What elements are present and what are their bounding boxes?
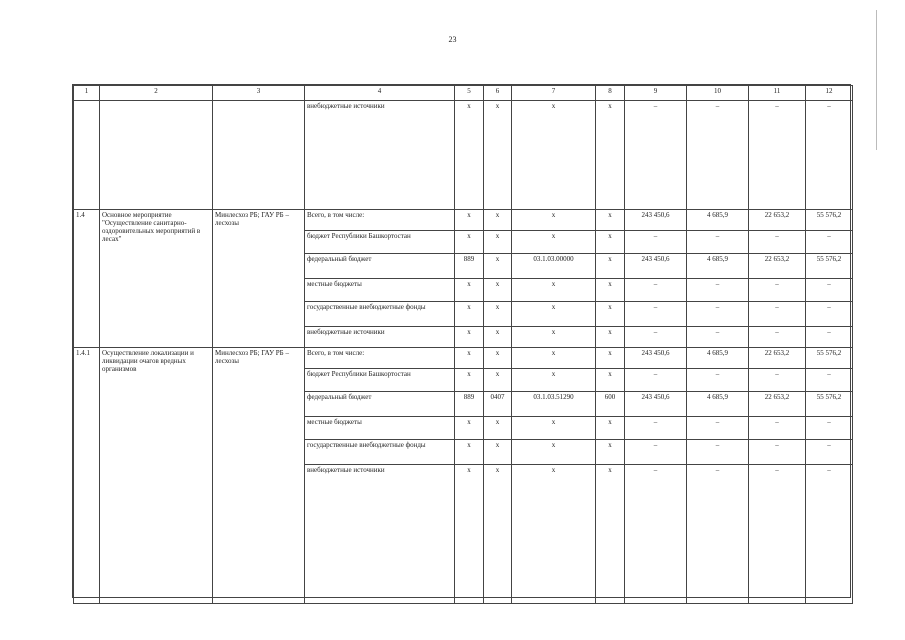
funding-source-cell: местные бюджеты (305, 417, 455, 440)
column-number-row (74, 86, 853, 101)
value-cell: – (749, 440, 806, 465)
value-cell: 03.1.03.51290 (512, 392, 596, 417)
value-cell: х (512, 327, 596, 348)
value-cell: х (596, 440, 625, 465)
value-cell: х (455, 417, 484, 440)
value-cell: х (484, 417, 512, 440)
column-number: 6 (484, 86, 512, 101)
value-cell: – (687, 279, 749, 302)
value-cell: х (596, 302, 625, 327)
value-cell: – (806, 440, 853, 465)
section-executor: Минлесхоз РБ; ГАУ РБ – лесхозы (213, 348, 305, 604)
value-cell: – (687, 417, 749, 440)
value-cell: х (596, 279, 625, 302)
program-table (73, 85, 853, 604)
value-cell: 4 685,9 (687, 254, 749, 279)
value-cell: 600 (596, 392, 625, 417)
executor-cell (213, 101, 305, 210)
value-cell: – (687, 231, 749, 254)
funding-source-cell: внебюджетные источники (305, 101, 455, 210)
value-cell: х (512, 369, 596, 392)
value-cell: – (806, 279, 853, 302)
value-cell: 243 450,6 (625, 392, 687, 417)
value-cell: х (484, 210, 512, 231)
value-cell: х (484, 302, 512, 327)
value-cell: х (596, 369, 625, 392)
value-cell: х (455, 210, 484, 231)
value-cell: х (455, 302, 484, 327)
value-cell: – (625, 101, 687, 210)
value-cell: 243 450,6 (625, 254, 687, 279)
value-cell: – (749, 231, 806, 254)
value-cell: 889 (455, 392, 484, 417)
value-cell: – (806, 302, 853, 327)
funding-source-cell: государственные внебюджетные фонды (305, 302, 455, 327)
value-cell: х (596, 327, 625, 348)
value-cell: 889 (455, 254, 484, 279)
value-cell: х (455, 369, 484, 392)
funding-source-cell: государственные внебюджетные фонды (305, 440, 455, 465)
value-cell: х (512, 302, 596, 327)
value-cell: 0407 (484, 392, 512, 417)
value-cell: х (484, 369, 512, 392)
value-cell: х (484, 348, 512, 369)
funding-source-cell: местные бюджеты (305, 279, 455, 302)
value-cell: – (625, 302, 687, 327)
value-cell: – (806, 327, 853, 348)
margin-rule (876, 10, 877, 150)
value-cell: – (749, 101, 806, 210)
funding-source-cell: Всего, в том числе: (305, 348, 455, 369)
column-number: 1 (74, 86, 100, 101)
funding-source-cell: Всего, в том числе: (305, 210, 455, 231)
value-cell: – (749, 369, 806, 392)
column-number: 9 (625, 86, 687, 101)
value-cell: х (512, 231, 596, 254)
value-cell: – (749, 465, 806, 604)
value-cell: – (687, 465, 749, 604)
funding-source-cell: федеральный бюджет (305, 392, 455, 417)
table-row (74, 210, 853, 231)
value-cell: 55 576,2 (806, 210, 853, 231)
value-cell: 03.1.03.00000 (512, 254, 596, 279)
value-cell: 55 576,2 (806, 254, 853, 279)
value-cell: х (455, 327, 484, 348)
value-cell: – (625, 369, 687, 392)
table-row (74, 101, 853, 210)
value-cell: х (512, 440, 596, 465)
column-number: 10 (687, 86, 749, 101)
value-cell: х (596, 101, 625, 210)
value-cell: х (455, 279, 484, 302)
value-cell: – (806, 417, 853, 440)
funding-source-cell: бюджет Республики Башкортостан (305, 231, 455, 254)
value-cell: – (625, 327, 687, 348)
value-cell: х (484, 279, 512, 302)
value-cell: х (596, 210, 625, 231)
value-cell: 55 576,2 (806, 392, 853, 417)
value-cell: х (484, 254, 512, 279)
value-cell: х (455, 231, 484, 254)
value-cell: – (806, 465, 853, 604)
value-cell: х (512, 279, 596, 302)
value-cell: 4 685,9 (687, 210, 749, 231)
value-cell: – (749, 302, 806, 327)
column-number: 8 (596, 86, 625, 101)
value-cell: 4 685,9 (687, 348, 749, 369)
funding-source-cell: внебюджетные источники (305, 327, 455, 348)
value-cell: – (625, 231, 687, 254)
value-cell: 55 576,2 (806, 348, 853, 369)
section-title: Основное мероприятие "Осуществление санитарно-оздоровительных мероприятий в лесах" (100, 210, 213, 348)
column-number: 3 (213, 86, 305, 101)
column-number: 2 (100, 86, 213, 101)
value-cell: 243 450,6 (625, 210, 687, 231)
value-cell: – (625, 440, 687, 465)
value-cell: х (484, 327, 512, 348)
funding-source-cell: бюджет Республики Башкортостан (305, 369, 455, 392)
title-cell (100, 101, 213, 210)
value-cell: х (512, 417, 596, 440)
value-cell: 4 685,9 (687, 392, 749, 417)
value-cell: – (749, 327, 806, 348)
value-cell: х (455, 348, 484, 369)
value-cell: – (806, 101, 853, 210)
funding-source-cell: внебюджетные источники (305, 465, 455, 604)
value-cell: х (455, 465, 484, 604)
value-cell: х (512, 101, 596, 210)
value-cell: – (625, 279, 687, 302)
table-row (74, 348, 853, 369)
value-cell: – (687, 369, 749, 392)
value-cell: х (455, 101, 484, 210)
value-cell: – (749, 279, 806, 302)
section-executor: Минлесхоз РБ; ГАУ РБ – лесхозы (213, 210, 305, 348)
value-cell: х (484, 465, 512, 604)
value-cell: – (749, 417, 806, 440)
value-cell: 22 653,2 (749, 348, 806, 369)
value-cell: – (687, 302, 749, 327)
column-number: 12 (806, 86, 853, 101)
value-cell: 22 653,2 (749, 210, 806, 231)
value-cell: х (484, 101, 512, 210)
value-cell: 243 450,6 (625, 348, 687, 369)
value-cell: х (596, 465, 625, 604)
value-cell: – (625, 417, 687, 440)
value-cell: х (484, 231, 512, 254)
value-cell: х (484, 440, 512, 465)
section-title: Осуществление локализации и ликвидации очагов вредных организмов (100, 348, 213, 604)
value-cell: 22 653,2 (749, 392, 806, 417)
value-cell: х (512, 465, 596, 604)
column-number: 7 (512, 86, 596, 101)
value-cell: 22 653,2 (749, 254, 806, 279)
value-cell: х (596, 417, 625, 440)
section-code: 1.4 (74, 210, 100, 348)
code-cell (74, 101, 100, 210)
column-number: 5 (455, 86, 484, 101)
funding-source-cell: федеральный бюджет (305, 254, 455, 279)
value-cell: – (625, 465, 687, 604)
value-cell: х (596, 231, 625, 254)
program-table-frame (72, 84, 851, 598)
value-cell: – (806, 369, 853, 392)
value-cell: х (596, 348, 625, 369)
value-cell: х (596, 254, 625, 279)
page-number: 23 (448, 35, 457, 44)
value-cell: х (512, 210, 596, 231)
value-cell: х (512, 348, 596, 369)
column-number: 4 (305, 86, 455, 101)
value-cell: х (455, 440, 484, 465)
value-cell: – (687, 327, 749, 348)
column-number: 11 (749, 86, 806, 101)
value-cell: – (806, 231, 853, 254)
value-cell: – (687, 101, 749, 210)
section-code: 1.4.1 (74, 348, 100, 604)
value-cell: – (687, 440, 749, 465)
